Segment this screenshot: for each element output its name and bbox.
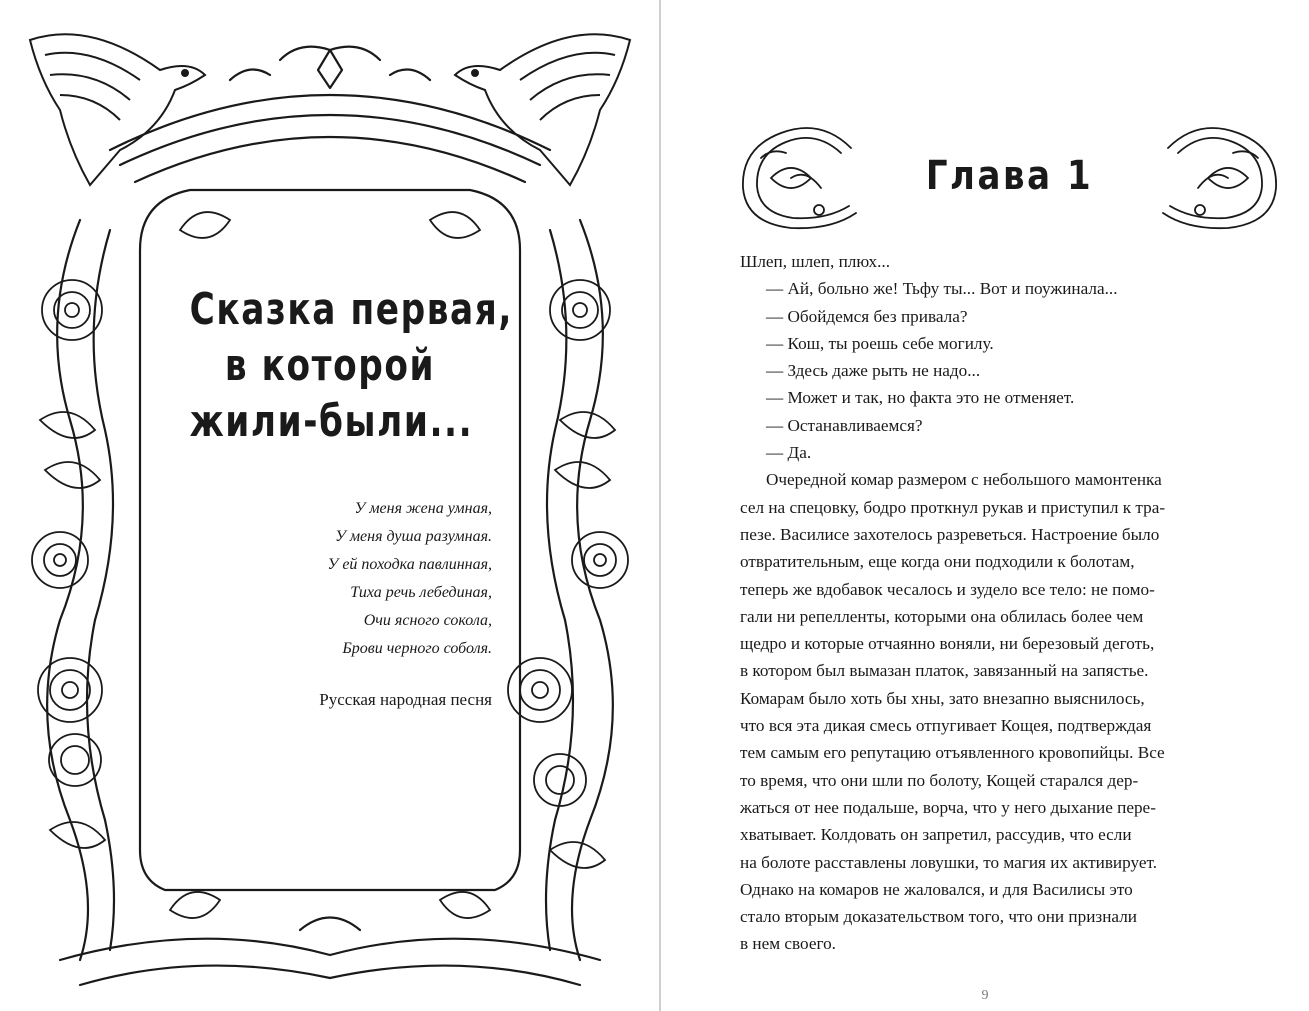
chapter-text <box>740 248 1262 958</box>
epigraph-line: Тиха речь лебединая, <box>350 584 492 601</box>
text-line: жаться от нее подальше, ворча, что у него дыхание пере- <box>740 797 1156 817</box>
text-line: теперь же вдобавок чесалось и зудело все тело: не помо- <box>740 579 1155 599</box>
text-line: гали ни репелленты, которыми она облилась более чем <box>740 606 1144 626</box>
page-number: 9 <box>981 988 989 1003</box>
text-line: в котором был вымазан платок, завязанный на запястье. <box>740 661 1149 681</box>
dialogue-line: — Может и так, но факта это не отменяет. <box>766 388 1075 408</box>
text-line: пезе. Василисе захотелось разреветься. Настроение было <box>740 524 1160 544</box>
epigraph-source: Русская народная песня <box>319 690 492 709</box>
chapter-ornament-right <box>1158 118 1288 234</box>
text-line: в нем своего. <box>740 934 836 954</box>
tale-title-line: в которой <box>224 340 436 391</box>
text-line: то время, что они шли по болоту, Кощей старался дер- <box>740 770 1139 790</box>
text-line: отвратительным, еще когда они подходили к болотам, <box>740 552 1135 572</box>
text-line: стало вторым доказательством того, что они признали <box>740 907 1137 927</box>
epigraph-line: У меня душа разумная. <box>335 528 492 545</box>
text-line: Однако на комаров не жаловался, и для Василисы это <box>740 879 1133 899</box>
text-line: Комарам было хоть бы хны, зато внезапно выяснилось, <box>740 688 1145 708</box>
dialogue-line: — Обойдемся без привала? <box>766 306 968 326</box>
dialogue-line: — Кош, ты роешь себе могилу. <box>766 333 994 353</box>
epigraph-line: У ей походка павлинная, <box>327 556 492 573</box>
epigraph-line: Очи ясного сокола, <box>363 612 492 629</box>
text-line: хватывает. Колдовать он запретил, рассудив, что если <box>740 825 1132 845</box>
text-line: Очередной комар размером с небольшого мамонтенка <box>766 470 1162 490</box>
dialogue-line: — Да. <box>766 443 812 463</box>
tale-title-line: жили-были... <box>189 396 474 447</box>
text-line: Шлеп, шлеп, плюх... <box>740 252 890 271</box>
tale-title-line: Сказка первая, <box>189 284 513 335</box>
epigraph <box>192 495 492 663</box>
text-line: сел на спецовку, бодро проткнул рукав и приступил к тра- <box>740 497 1166 517</box>
tale-title <box>189 282 513 450</box>
dialogue-line: — Ай, больно же! Тьфу ты... Вот и поужинала... <box>766 279 1118 299</box>
text-line: что вся эта дикая смесь отпугивает Кощея, подтверждая <box>740 716 1152 736</box>
text-line: тем самым его репутацию отъявленного кровопийцы. Все <box>740 743 1165 763</box>
dialogue-line: — Здесь даже рыть не надо... <box>766 361 981 381</box>
chapter-ornament-left <box>731 118 861 234</box>
right-page <box>661 0 1309 1011</box>
text-line: на болоте расставлены ловушки, то магия их активирует. <box>740 852 1158 872</box>
dialogue-line: — Останавливаемся? <box>766 415 923 435</box>
text-line: щедро и которые отчаянно воняли, ни березовый деготь, <box>740 634 1155 654</box>
epigraph-line: Брови черного соболя. <box>342 640 492 657</box>
epigraph-line: У меня жена умная, <box>354 500 492 517</box>
chapter-title: Глава 1 <box>925 153 1094 199</box>
